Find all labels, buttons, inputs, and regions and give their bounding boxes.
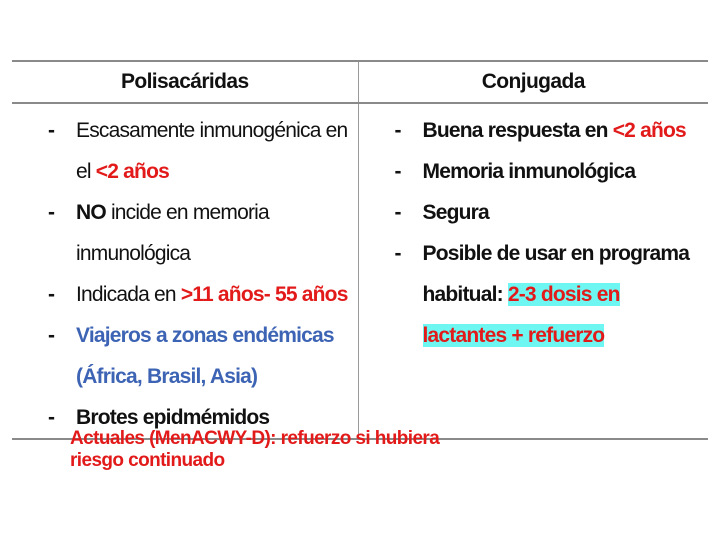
bullet-dash: - <box>394 201 401 224</box>
item-red-text: >11 años- 55 años <box>180 283 348 306</box>
list-item <box>12 110 358 192</box>
list-item <box>359 110 709 151</box>
table-header-row <box>12 61 708 103</box>
item-bold-text: Segura <box>422 201 489 224</box>
bullet-dash: - <box>394 119 401 142</box>
cut-off-text-row <box>70 428 470 471</box>
item-red-text: <2 años <box>95 160 169 183</box>
cut-off-text: Actuales (MenACWY-D): refuerzo si hubiera riesgo continuado <box>70 428 440 471</box>
item-red-text: <2 años <box>612 119 686 142</box>
bullet-dash: - <box>48 201 55 224</box>
item-highlighted-red-text: 2-3 dosis en lactantes + refuerzo <box>422 283 620 347</box>
table-body-row <box>12 103 708 439</box>
item-bold-text: Memoria inmunológica <box>422 160 636 183</box>
bullet-dash: - <box>394 160 401 183</box>
item-text: Indicada en <box>76 283 181 306</box>
list-item <box>12 315 358 397</box>
item-bold-text: Brotes epidmémidos <box>76 406 270 429</box>
item-bold-text: NO <box>76 201 106 224</box>
item-text: incide en memoria inmunológica <box>76 201 269 265</box>
polisacaridas-list <box>12 110 358 438</box>
bullet-dash: - <box>48 119 55 142</box>
list-item <box>359 151 709 192</box>
bullet-dash: - <box>48 283 55 306</box>
item-text: Escasamente inmunogénica en el <box>76 119 348 183</box>
item-bold-text: Posible de usar en programa habitual: <box>422 242 690 306</box>
bullet-dash: - <box>48 324 55 347</box>
header-conjugada: Conjugada <box>358 61 708 103</box>
conjugada-cell <box>358 103 708 439</box>
list-item <box>12 274 358 315</box>
list-item <box>359 192 709 233</box>
polisacaridas-cell <box>12 103 358 439</box>
item-bold-text: Buena respuesta en <box>422 119 613 142</box>
list-item <box>12 192 358 274</box>
bullet-dash: - <box>394 242 401 265</box>
item-blue-text: Viajeros a zonas endémicas (África, Brasil, Asia) <box>76 324 334 388</box>
bullet-dash: - <box>48 406 55 429</box>
vaccine-comparison-table <box>12 60 708 440</box>
header-polisacaridas: Polisacáridas <box>12 61 358 103</box>
conjugada-list <box>359 110 709 356</box>
list-item <box>359 233 709 356</box>
